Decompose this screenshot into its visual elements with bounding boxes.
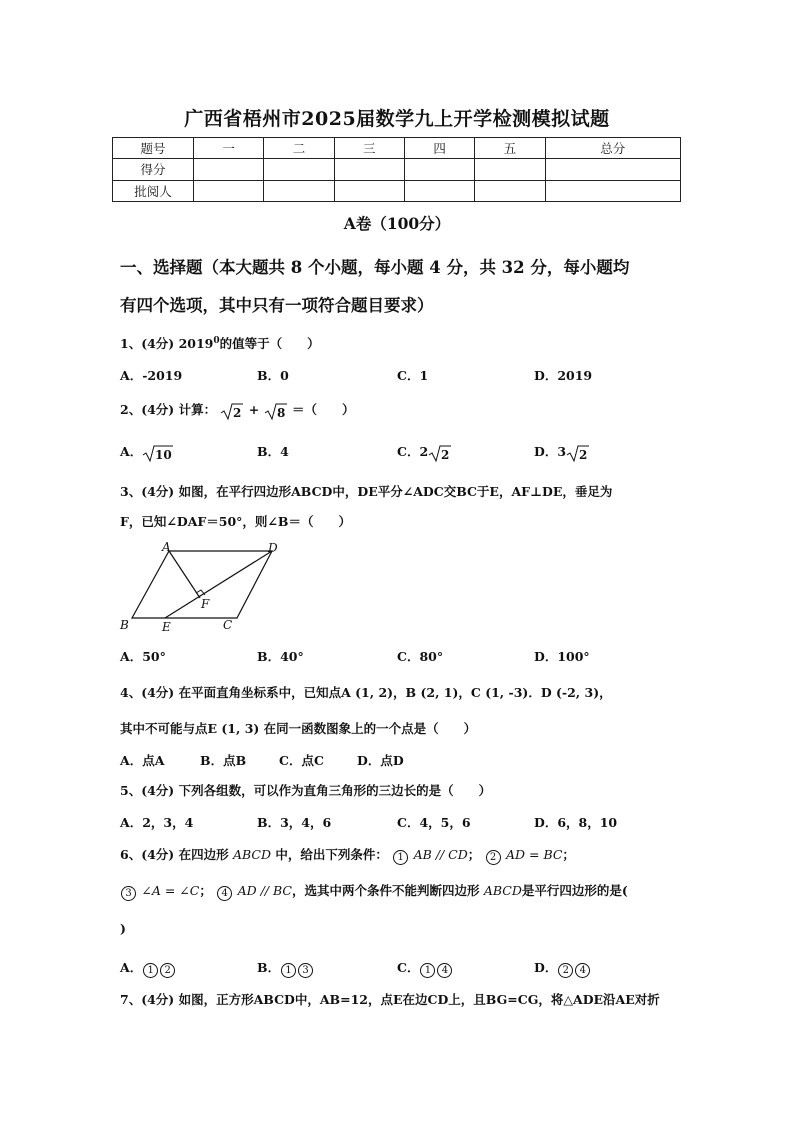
- radical-sign-icon: [220, 401, 244, 421]
- option-d[interactable]: [534, 442, 590, 463]
- option-c[interactable]: C．4，5，6: [397, 815, 471, 830]
- question-text: 中，给出下列条件：: [275, 847, 388, 862]
- table-row: [113, 159, 681, 180]
- question-text: 是平行四边形的是(: [521, 883, 628, 898]
- question-2-stem: [120, 400, 680, 421]
- option-d[interactable]: D．100°: [534, 649, 590, 664]
- question-text: ＝（ ）: [287, 402, 355, 417]
- question-6-stem-line2: [120, 881, 680, 901]
- option-b[interactable]: B．点B: [200, 753, 247, 768]
- question-3-stem-line2: F，已知∠DAF＝50°，则∠B＝（ ）: [120, 514, 351, 529]
- question-3-options: [120, 647, 680, 665]
- label-b: B: [120, 618, 129, 632]
- circled-number-icon: 4: [217, 886, 232, 901]
- section-heading-line1: 一、选择题（本大题共 8 个小题，每小题 4 分，共 32 分，每小题均: [120, 258, 630, 277]
- question-text: 1、(4分) 2019: [120, 336, 214, 351]
- circled-number-icon: 1: [420, 963, 435, 978]
- grader-cell[interactable]: [264, 180, 334, 201]
- score-cell[interactable]: [404, 159, 474, 180]
- option-d[interactable]: D．6，8，10: [534, 815, 618, 830]
- grader-cell[interactable]: [334, 180, 404, 201]
- segment-de: [165, 551, 272, 618]
- grader-cell[interactable]: [545, 180, 680, 201]
- option-c[interactable]: C．1: [397, 368, 429, 383]
- question-3-stem-line1: 3、(4分) 如图，在平行四边形ABCD中，DE平分∠ADC交BC于E，AF⊥DE，垂足为: [120, 484, 613, 499]
- label-e: E: [162, 620, 171, 634]
- sqrt-expression: [264, 401, 288, 421]
- option-d[interactable]: D．2019: [534, 368, 593, 383]
- volume-heading: A卷（100分）: [343, 214, 451, 233]
- separator: ；: [199, 883, 212, 898]
- circled-number-icon: 1: [143, 963, 158, 978]
- plus-sign: +: [244, 402, 264, 417]
- circled-number-icon: 4: [575, 963, 590, 978]
- question-2-options: [120, 442, 680, 464]
- option-label: C．2: [397, 444, 429, 459]
- circled-number-icon: 2: [486, 850, 501, 865]
- option-label: A．: [120, 444, 143, 459]
- section-heading-line2: 有四个选项，其中只有一项符合题目要求）: [120, 296, 434, 315]
- option-b[interactable]: B．3，4，6: [257, 815, 332, 830]
- grader-cell[interactable]: [404, 180, 474, 201]
- circled-number-icon: 1: [393, 850, 408, 865]
- table-row-label: 批阅人: [113, 180, 194, 201]
- option-a[interactable]: [120, 958, 176, 978]
- sqrt-expression: [220, 401, 244, 421]
- option-a[interactable]: A．点A: [120, 753, 165, 768]
- condition-2: AD = BC: [505, 847, 563, 862]
- score-cell[interactable]: [545, 159, 680, 180]
- question-5-options: [120, 813, 680, 831]
- exponent: 0: [213, 335, 220, 346]
- radical-sign-icon: [428, 443, 452, 463]
- question-6-stem-line3: ): [120, 921, 126, 936]
- option-a[interactable]: A．2，3，4: [120, 815, 194, 830]
- condition-3: ∠A = ∠C: [141, 883, 200, 898]
- grader-cell[interactable]: [475, 180, 545, 201]
- circled-number-icon: 2: [558, 963, 573, 978]
- option-b[interactable]: [257, 958, 314, 978]
- circled-number-icon: 4: [437, 963, 452, 978]
- condition-4: AD // BC: [237, 883, 292, 898]
- option-b[interactable]: B．0: [257, 368, 289, 383]
- circled-number-icon: 2: [160, 963, 175, 978]
- question-text: 的值等于（ ）: [219, 336, 320, 351]
- option-a[interactable]: [120, 442, 174, 463]
- radicand: 2: [233, 405, 242, 420]
- radicand: 8: [276, 405, 285, 420]
- question-6-options: [120, 958, 680, 976]
- circled-number-icon: 3: [121, 886, 136, 901]
- radicand: 10: [155, 447, 172, 462]
- option-d[interactable]: [534, 958, 591, 978]
- grader-cell[interactable]: [194, 180, 264, 201]
- question-6-stem-line1: [120, 845, 680, 865]
- option-label: B．: [257, 960, 281, 975]
- option-label: C．: [397, 960, 420, 975]
- option-c[interactable]: C．80°: [397, 649, 444, 664]
- math-abcd: ABCD: [483, 883, 522, 898]
- question-text: 2、(4分) 计算：: [120, 402, 217, 417]
- table-row: [113, 180, 681, 201]
- question-5-stem: 5、(4分) 下列各组数，可以作为直角三角形的三边长的是（ ）: [120, 783, 492, 798]
- question-4-options: [120, 751, 680, 769]
- page-title: 广西省梧州市2025届数学九上开学检测模拟试题: [184, 108, 610, 130]
- label-f: F: [201, 597, 210, 611]
- option-label: D．: [534, 960, 558, 975]
- table-header-cell: 总分: [545, 138, 680, 159]
- circled-number-icon: 1: [281, 963, 296, 978]
- table-header-cell: 三: [334, 138, 404, 159]
- option-a[interactable]: A．50°: [120, 649, 166, 664]
- question-text: 6、(4分) 在四边形: [120, 847, 229, 862]
- option-label: D．3: [534, 444, 567, 459]
- table-header-cell: 四: [404, 138, 474, 159]
- math-abcd: ABCD: [232, 847, 271, 862]
- table-header-cell: 五: [475, 138, 545, 159]
- condition-1: AB // CD: [413, 847, 468, 862]
- parallelogram-figure: [112, 538, 292, 634]
- option-d[interactable]: D．点D: [357, 753, 404, 768]
- question-text: ，选其中两个条件不能判断四边形: [291, 883, 480, 898]
- segment-af: [169, 551, 200, 598]
- option-c[interactable]: C．点C: [279, 753, 324, 768]
- radicand: 2: [579, 447, 588, 462]
- question-7-stem: 7、(4分) 如图，正方形ABCD中，AB=12，点E在边CD上，且BG=CG，将△ADE沿AE对折: [120, 992, 660, 1007]
- separator: ；: [562, 847, 575, 862]
- score-table: [112, 137, 681, 202]
- question-1-options: [120, 366, 680, 384]
- option-c[interactable]: [397, 958, 453, 978]
- radicand: 2: [441, 447, 450, 462]
- separator: ；: [467, 847, 481, 862]
- radical-sign-icon: [264, 401, 288, 421]
- table-row: [113, 138, 681, 159]
- table-header-cell: 二: [264, 138, 334, 159]
- radical-sign-icon: [566, 443, 590, 463]
- table-header-cell: 题号: [113, 138, 194, 159]
- radical-sign-icon: [142, 443, 174, 463]
- question-1-stem: [120, 334, 680, 352]
- option-label: A．: [120, 960, 143, 975]
- option-b[interactable]: B．40°: [257, 649, 304, 664]
- circled-number-icon: 3: [298, 963, 313, 978]
- score-cell[interactable]: [334, 159, 404, 180]
- question-4-stem-line2: 其中不可能与点E (1, 3) 在同一函数图象上的一个点是（ ）: [120, 721, 477, 736]
- option-a[interactable]: A．-2019: [120, 368, 183, 383]
- option-b[interactable]: B．4: [257, 444, 289, 459]
- score-cell[interactable]: [194, 159, 264, 180]
- table-row-label: 得分: [113, 159, 194, 180]
- score-cell[interactable]: [264, 159, 334, 180]
- question-4-stem-line1: 4、(4分) 在平面直角坐标系中，已知点A (1, 2)，B (2, 1)，C (1, -3)．D (-2, 3)，: [120, 685, 612, 700]
- label-c: C: [223, 618, 233, 632]
- label-a: A: [162, 540, 171, 554]
- label-d: D: [268, 541, 278, 555]
- table-header-cell: 一: [194, 138, 264, 159]
- option-c[interactable]: [397, 442, 452, 463]
- score-cell[interactable]: [475, 159, 545, 180]
